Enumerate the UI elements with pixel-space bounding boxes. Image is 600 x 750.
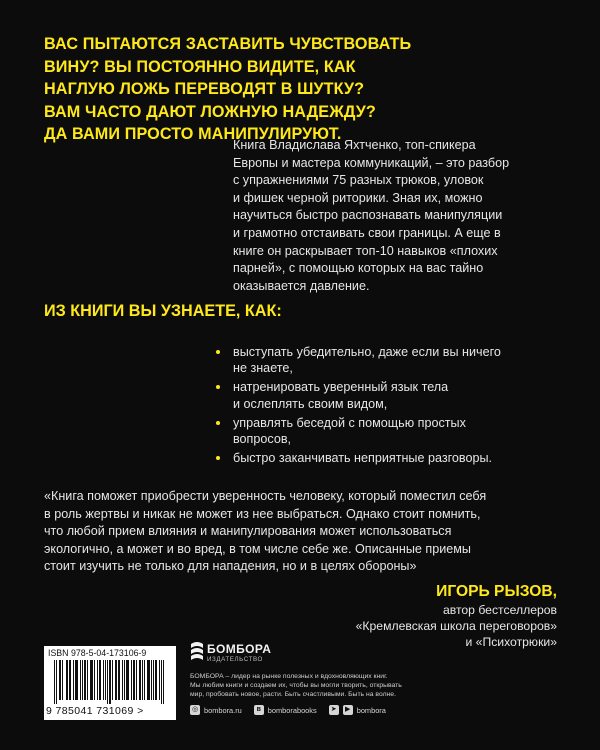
headline-line: ВИНУ? ВЫ ПОСТОЯННО ВИДИТЕ, КАК xyxy=(44,57,356,76)
barcode-bar xyxy=(144,660,145,700)
quote-line: что любой прием влияния и манипулирования может использоваться xyxy=(44,524,452,539)
barcode-bar xyxy=(92,660,93,700)
barcode-bar xyxy=(151,660,152,700)
barcode-bar xyxy=(153,660,154,700)
publisher-description xyxy=(190,672,440,699)
barcode-bars xyxy=(54,660,166,704)
intro-line: оказывается давление. xyxy=(233,278,370,293)
barcode-bar xyxy=(115,660,116,700)
barcode-bar xyxy=(94,660,95,700)
vk-icon: в xyxy=(254,705,264,715)
quote-line: экологично, а может и во вред, в том числе себе же. Описанные приемы xyxy=(44,541,471,556)
bombora-wave-icon xyxy=(190,640,204,662)
barcode-bar xyxy=(99,660,100,700)
barcode-bar xyxy=(100,660,101,700)
bullet-icon xyxy=(216,385,220,389)
list-item xyxy=(216,379,556,412)
intro-line: и грамотно отстаивать свои границы. А еще в xyxy=(233,225,501,240)
intro-line: парней», с помощью которых на вас тайно xyxy=(233,261,484,276)
quote-line: стоит изучить не только для нападения, но и в целях обороны» xyxy=(44,559,417,574)
publisher-name: БОМБОРА xyxy=(207,642,272,656)
barcode-bar xyxy=(109,660,110,704)
publisher-text-line: Мы любим книги и создаем их, чтобы вы могли творить, открывать xyxy=(190,682,402,689)
bullet-icon xyxy=(216,456,220,460)
barcode-bar xyxy=(77,660,78,700)
social-link[interactable] xyxy=(190,705,242,715)
barcode-bar xyxy=(161,660,162,704)
barcode xyxy=(44,646,176,720)
author-credit-line: «Кремлевская школа переговоров» xyxy=(355,619,557,634)
barcode-bar xyxy=(147,660,148,700)
headline-line: ВАС ПЫТАЮТСЯ ЗАСТАВИТЬ ЧУВСТВОВАТЬ xyxy=(44,35,412,53)
barcode-bar xyxy=(127,660,128,700)
barcode-bar xyxy=(87,660,88,700)
barcode-bar xyxy=(70,660,71,700)
barcode-bar xyxy=(91,660,92,700)
barcode-bar xyxy=(148,660,149,700)
telegram-icon: ➤ xyxy=(329,705,339,715)
barcode-bar xyxy=(163,660,164,704)
barcode-bar xyxy=(116,660,117,700)
barcode-bar xyxy=(118,660,119,700)
list-item-line: управлять беседой с помощью простых xyxy=(233,415,466,430)
intro-paragraph xyxy=(233,137,563,295)
barcode-bar xyxy=(59,660,60,700)
barcode-bar xyxy=(149,660,150,700)
barcode-digits: 9 785041 731069 > xyxy=(46,705,144,717)
barcode-bar xyxy=(139,660,140,700)
intro-line: и фишек черной риторики. Зная их, можно xyxy=(233,190,483,205)
barcode-bar xyxy=(133,660,134,700)
intro-line: научиться быстро распознавать манипуляции xyxy=(233,208,503,223)
barcode-bar xyxy=(112,660,113,700)
barcode-bar xyxy=(66,660,67,700)
barcode-bar xyxy=(119,660,120,700)
intro-line: Книга Владислава Яхтченко, топ-спикера xyxy=(233,138,476,152)
headline-line: ВАМ ЧАСТО ДАЮТ ЛОЖНУЮ НАДЕЖДУ? xyxy=(44,102,376,121)
barcode-bar xyxy=(142,660,143,700)
list-item-line: вопросов, xyxy=(233,432,292,447)
barcode-bar xyxy=(122,660,123,700)
barcode-bar xyxy=(105,660,106,700)
quote-line: «Книга поможет приобрести уверенность человеку, который поместил себя xyxy=(44,489,487,503)
barcode-bar xyxy=(82,660,83,700)
instagram-icon: ◎ xyxy=(191,706,199,713)
barcode-bar xyxy=(90,660,91,700)
barcode-bar xyxy=(69,660,70,700)
publisher-sub: ИЗДАТЕЛЬСТВО xyxy=(207,656,263,663)
author-credit-line: и «Психотрюки» xyxy=(465,635,557,650)
barcode-bar xyxy=(73,660,74,700)
list-item-line: натренировать уверенный язык тела xyxy=(233,380,449,395)
barcode-bar xyxy=(56,660,57,704)
intro-line: Европы и мастера коммуникаций, – это разбор xyxy=(233,155,510,170)
list-item xyxy=(216,415,556,448)
quote-line: в роль жертвы и никак не может из нее выбраться. Однако стоит помнить, xyxy=(44,506,481,521)
isbn-label: ISBN 978-5-04-173106-9 xyxy=(48,648,147,658)
barcode-bar xyxy=(126,660,127,700)
bullet-icon xyxy=(216,421,220,425)
headline-line: НАГЛУЮ ЛОЖЬ ПЕРЕВОДЯТ В ШУТКУ? xyxy=(44,80,365,98)
list-item xyxy=(216,450,556,466)
list-item-line: не знаете, xyxy=(233,361,293,376)
barcode-bar xyxy=(60,660,61,700)
barcode-bar xyxy=(156,660,157,700)
barcode-bar xyxy=(134,660,135,700)
quote-author xyxy=(356,582,557,651)
barcode-bar xyxy=(62,660,63,700)
list-item xyxy=(216,344,556,377)
social-label: bombora.ru xyxy=(204,705,242,715)
barcode-bar xyxy=(84,660,85,700)
review-quote xyxy=(44,488,574,576)
barcode-bar xyxy=(136,660,137,700)
barcode-bar xyxy=(67,660,68,700)
headline xyxy=(44,33,564,146)
list-item-line: быстро заканчивать неприятные разговоры. xyxy=(233,451,493,466)
barcode-bar xyxy=(107,660,108,704)
benefits-list xyxy=(216,344,556,469)
barcode-bar xyxy=(110,660,111,704)
social-link[interactable] xyxy=(254,705,317,715)
social-label: bomborabooks xyxy=(267,705,317,715)
bullet-icon xyxy=(216,350,220,354)
barcode-bar xyxy=(54,660,55,704)
youtube-icon: ▶ xyxy=(343,705,353,715)
author-name: ИГОРЬ РЫЗОВ, xyxy=(436,583,557,600)
barcode-bar xyxy=(75,660,76,700)
barcode-bar xyxy=(140,660,141,700)
barcode-bar xyxy=(80,660,81,700)
barcode-bar xyxy=(76,660,77,700)
barcode-bar xyxy=(97,660,98,700)
barcode-bar xyxy=(155,660,156,700)
barcode-bar xyxy=(131,660,132,700)
barcode-bar xyxy=(85,660,86,700)
list-item-line: и ослеплять своим видом, xyxy=(233,396,388,411)
publisher-text-line: мир, пробовать новое, расти. Быть счастливыми. Быть на волне. xyxy=(190,691,396,698)
publisher-logo xyxy=(190,640,270,666)
barcode-bar xyxy=(128,660,129,700)
publisher-text-line: БОМБОРА – лидер на рынке полезных и вдохновляющих книг. xyxy=(190,673,388,680)
intro-line: с упражнениями 75 разных трюков, уловок xyxy=(233,173,484,188)
list-item-line: выступать убедительно, даже если вы ничего xyxy=(233,345,501,359)
social-link[interactable] xyxy=(329,705,386,715)
intro-line: книге он раскрывает топ-10 навыков «плохих xyxy=(233,243,498,258)
social-links xyxy=(190,705,386,715)
section-heading: ИЗ КНИГИ ВЫ УЗНАЕТЕ, КАК: xyxy=(44,302,282,320)
author-credit-line: автор бестселлеров xyxy=(442,603,557,617)
barcode-bar xyxy=(124,660,125,700)
social-label: bombora xyxy=(356,705,386,715)
headline-line: ДА ВАМИ ПРОСТО МАНИПУЛИРУЮТ. xyxy=(44,125,342,143)
barcode-bar xyxy=(159,660,160,700)
barcode-bar xyxy=(103,660,104,700)
